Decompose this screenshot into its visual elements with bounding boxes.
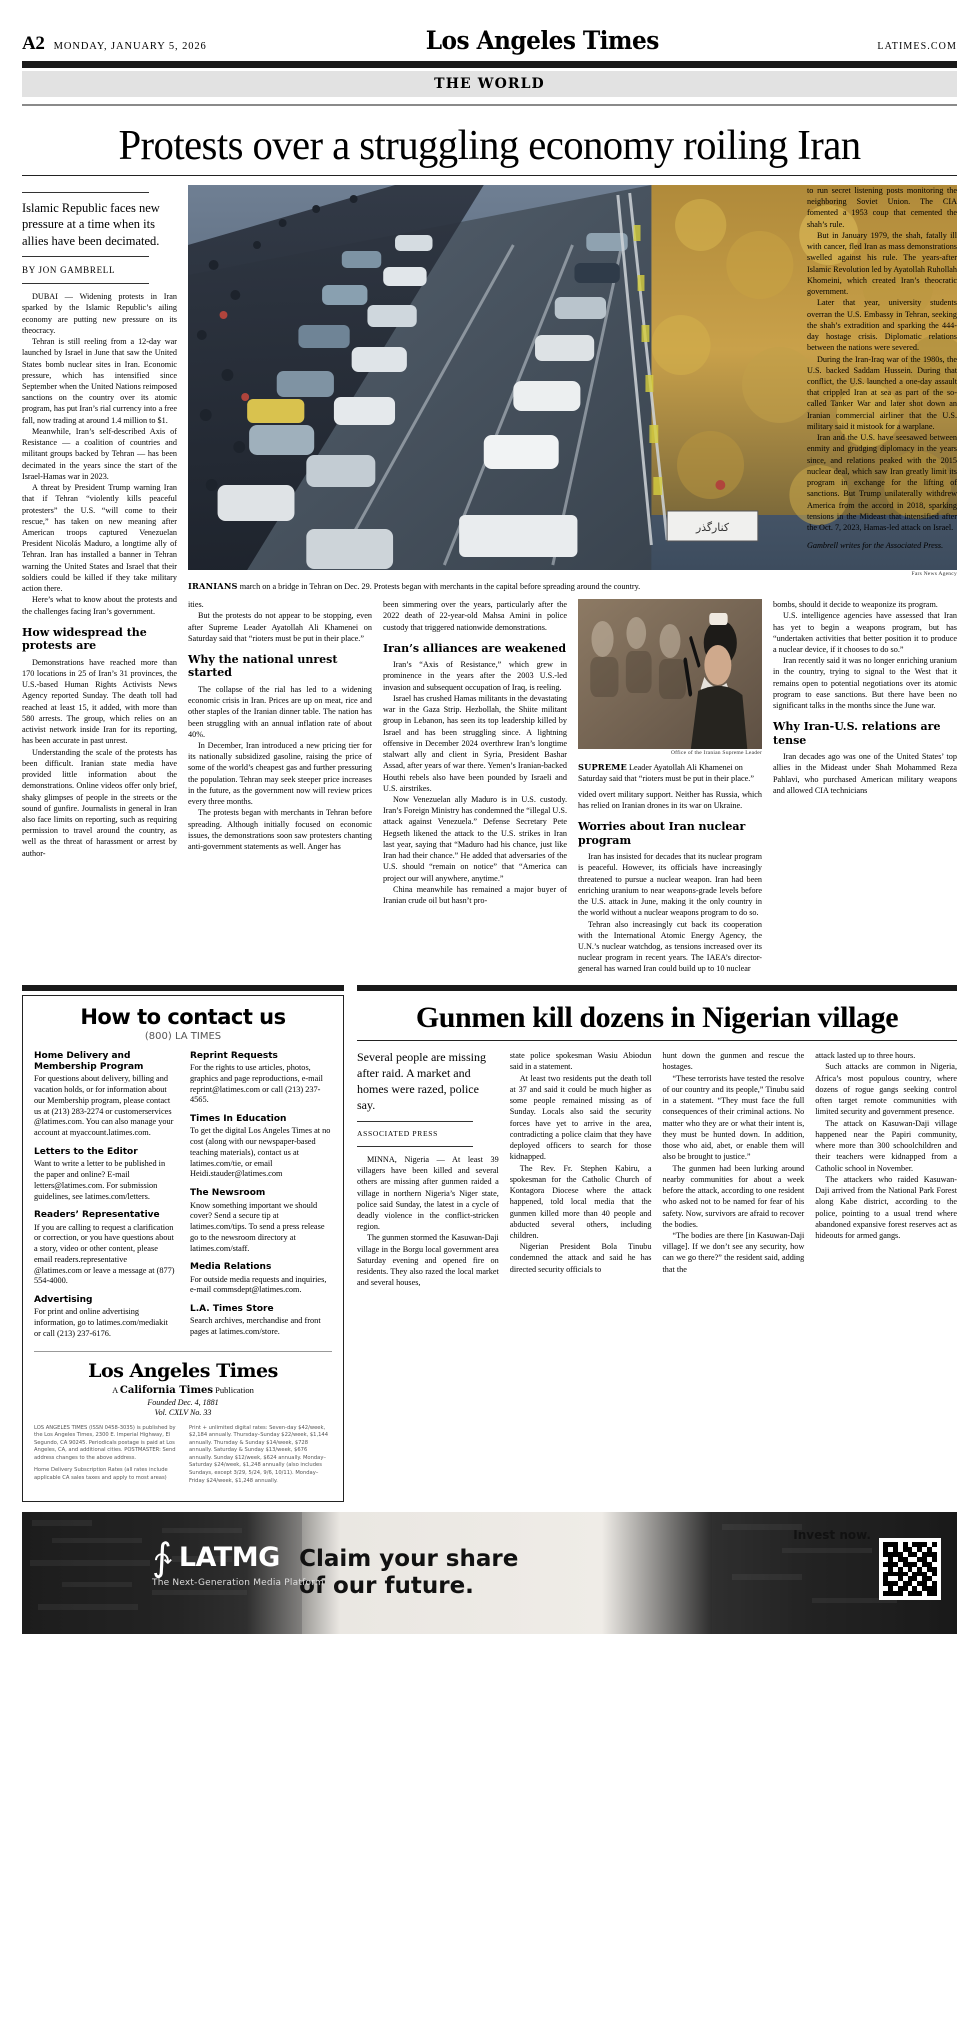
paragraph: vided overt military support. Neither has Russia, which has relied on Iranian drones in its war on Ukraine. xyxy=(578,789,762,811)
svg-text:کنارگذر: کنارگذر xyxy=(695,520,730,535)
lead-column-4 xyxy=(578,599,762,975)
paragraph: During the Iran-Iraq war of the 1980s, the U.S. backed Saddam Hussein. During that conflict, the U.S. launched a one-day assault that crippled Iran at sea as part of the so-called Tanker War and later shot down an Iranian commercial airliner that the U.S. military said it mistook for a warplane. xyxy=(807,354,957,431)
paragraph: In December, Iran introduced a new pricing tier for its nationally subsidized gasoline, raising the price of some of the world’s cheapest gas and further pressuring the population. Tehran may seek steeper price increases in the future, as the government now will review prices every three months. xyxy=(188,741,372,807)
founded-line: Founded Dec. 4, 1881 xyxy=(147,1397,219,1407)
section-title: THE WORLD xyxy=(434,76,545,92)
ad-middle-panel xyxy=(293,1546,686,1599)
photo-caption xyxy=(188,581,957,592)
contact-right-column xyxy=(190,1051,332,1340)
page-folio: A2 xyxy=(22,33,45,54)
caption-lead: IRANIANS xyxy=(188,581,238,592)
contact-text: Know something important we should cover? Send a secure tip at latimes.com/tips. To send a press release go to the newsroom directory at latimes.com/staff. xyxy=(190,1200,325,1253)
second-column-2 xyxy=(510,1050,652,1288)
paragraph: But in January 1979, the shah, fatally ill with cancer, fled Iran as mass demonstrations swelled against his rule. The years-after Islamic Revolution led by Ayatollah Ruhollah Khomeini, which created Iran’s theocratic government. xyxy=(807,230,958,297)
fineprint xyxy=(34,1425,332,1490)
paragraph: hunt down the gunmen and rescue the hostages. xyxy=(662,1051,805,1072)
paragraph: The collapse of the rial has led to a widening economic crisis in Iran. Prices are up on meat, rice and other staples of the Iranian dinner table. The nation has been struggling with an annual inflation rate of about 40%. xyxy=(188,684,372,739)
paragraph: The gunmen stormed the Kasuwan-Daji village in the Borgu local government area Saturday evening and opened fire on residents. They also razed the local market and several houses, xyxy=(357,1233,499,1288)
contact-text: For print and online advertising information, go to latimes.com/mediakit or call (213) 237-6176. xyxy=(34,1307,168,1339)
masthead xyxy=(22,0,957,55)
lower-half xyxy=(22,985,957,1502)
subhead: How widespread the protests are xyxy=(22,625,147,653)
paragraph: Later that year, university students overran the U.S. Embassy in Tehran, seeking the shah’s extradition and sparking the 444-day hostage crisis. Diplomatic relations between the nations were severed. xyxy=(807,298,957,353)
paragraph: Here’s what to know about the protests and the challenges facing Iran’s government. xyxy=(22,595,177,616)
photo2-caption xyxy=(578,762,762,784)
paragraph: The gunmen had been lurking around nearby communities for about a week before the attack, according to one resident who asked not to be named for fear of his safety. Now, survivors are afraid to recover the bodies. xyxy=(662,1163,805,1229)
bottom-advertisement[interactable] xyxy=(22,1512,957,1634)
paragraph: China meanwhile has remained a major buyer of Iranian crude oil but hasn’t pro- xyxy=(383,884,567,906)
contact-text: For outside media requests and inquiries, e-mail commsdept@latimes.com. xyxy=(190,1274,327,1295)
ad-logo-block xyxy=(152,1535,324,1589)
paragraph: Tehran also increasingly cut back its cooperation with the International Atomic Energy Agency, the U.N.’s nuclear watchdog, as tensions increased over its nuclear program in recent years. The IAEA’s director-general has warned Iran could build up to 10 nuclear xyxy=(578,919,762,974)
second-headline: Gunmen kill dozens in Nigerian village xyxy=(415,1000,899,1034)
paragraph: The attack on Kasuwan-Daji village happened near the Papiri community, where more than 300 schoolchildren and their teachers were kidnapped from a Catholic school in November. xyxy=(815,1118,957,1173)
paragraph: Meanwhile, Iran’s self-described Axis of Resistance — a coalition of countries and militant groups backed by Tehran — has been decimated in the years since the start of the Israel-Hamas war in 2023. xyxy=(22,426,177,481)
paragraph: “The bodies are there [in Kasuwan-Daji village]. If we don’t see any security, how can we go there?” the resident said, adding that the xyxy=(662,1230,805,1274)
masthead-rule xyxy=(22,61,957,68)
second-column-3 xyxy=(663,1050,805,1288)
paragraph: Iran’s “Axis of Resistance,” which grew in prominence in the years after the 2003 U.S.-led invasion and subsequent occupation of Iraq, is reeling. xyxy=(383,660,567,692)
ad-logo-row xyxy=(152,1535,324,1580)
deck-rule-mid xyxy=(22,256,149,257)
lead-lower-columns xyxy=(188,599,957,975)
paragraph: Iran has insisted for decades that its nuclear program is peaceful. However, its officials have increasingly threatened to pursue a nuclear weapon. Iran had been enriching uranium to near weapons-grade levels before the U.S. attack in June, making it the only country in the world without a nuclear weapons program to do so. xyxy=(578,852,762,918)
contact-logo: Los Angeles Times xyxy=(88,1359,278,1382)
contact-rule xyxy=(22,985,344,991)
paragraph: The Rev. Fr. Stephen Kabiru, a spokesman for the Catholic Church of Kontagora Diocese where the attack happened, told local media that the gunmen killed more than 40 people and abducted several others, including children. xyxy=(509,1163,652,1240)
second-byline-rule xyxy=(357,1146,473,1147)
paragraph: bombs, should it decide to weaponize its program. xyxy=(773,600,938,610)
deck-rule-bot xyxy=(22,283,149,284)
second-deck-rule xyxy=(357,1121,473,1122)
paragraph: Iran and the U.S. have seesawed between enmity and grudging diplomacy in the years since, and relations peaked with the 2015 nuclear deal, which saw Iran greatly limit its program in exchange for the lifting of sanctions. But Trump unilaterally withdrew America from the accord in 2018, sparking tensions in the Mideast that intensified after the Oct. 7, 2023, Hamas-led attack on Israel. xyxy=(807,433,957,533)
ad-invest-label: Invest now. xyxy=(793,1528,871,1543)
volume-line: Vol. CXLV No. 33 xyxy=(154,1407,212,1417)
khamenei-photo-image xyxy=(578,599,762,749)
contact-text: For questions about delivery, billing and vacation holds, or for information about our Membership program, please contact us at (213) 283-2274 or customerservices @latimes.com. You can also manage your account at myaccount.latimes.com. xyxy=(34,1074,174,1138)
subhead: Worries about Iran nuclear program xyxy=(578,820,746,847)
second-column-4 xyxy=(815,1050,957,1288)
paragraph: Nigerian President Bola Tinubu condemned the attack and said he has directed security officials to xyxy=(509,1242,652,1274)
paragraph: Israel has crushed Hamas militants in the devastating war in the Gaza Strip. Hezbollah, the Shiite militant group in Lebanon, has seen its top leadership killed by Israel and has been struggling since. A lightning offensive in December 2024 overthrew Iran’s longtime stalwart ally and client in Syria, President Bashar Assad, after years of war there. Yemen’s Iranian-backed Houthi rebels also have been pounded by Israeli and U.S. airstrikes. xyxy=(383,693,567,793)
section-rule xyxy=(22,104,957,106)
ad-tagline: The Next-Generation Media Platform xyxy=(152,1578,324,1589)
paragraph: state police spokesman Wasiu Abiodun said in a statement. xyxy=(509,1051,652,1072)
paragraph: MINNA, Nigeria — At least 39 villagers have been killed and several others are missing after gunmen raided a village in northern Nigeria’s Niger state, police said Sunday, the latest in a cycle of deadly violence in the conflict-stricken region. xyxy=(357,1154,499,1232)
paragraph: Iran decades ago was one of the United States’ top allies in the Mideast under Shah Mohammed Reza Pahlavi, who purchased American military weapons and allowed CIA technicians xyxy=(773,752,957,795)
subhead: Iran’s alliances are weakened xyxy=(383,641,567,655)
caption2-lead: SUPREME xyxy=(578,761,627,772)
caption2-text: Leader Ayatollah Ali Khamenei on Saturday said that “rioters must be put in their place.” xyxy=(578,762,754,783)
fineprint-left xyxy=(34,1425,177,1490)
subhead: Why the national unrest started xyxy=(188,653,338,680)
second-byline: ASSOCIATED PRESS xyxy=(357,1128,439,1138)
contact-heading: Readers’ Representative xyxy=(34,1210,160,1221)
contact-text: Want to write a letter to be published in the paper and online? E-mail letters@latimes.com. For submission guidelines, see latimes.com/letters. xyxy=(34,1159,166,1201)
fineprint-text: LOS ANGELES TIMES (ISSN 0458-3035) is published by the Los Angeles Times, 2300 E. Imperial Highway, El Segundo, CA 90245. Periodicals postage is paid at Los Angeles, CA, and additional cities. POSTMASTER: Send address changes to the above address. xyxy=(34,1424,176,1461)
contact-heading: Letters to the Editor xyxy=(34,1146,138,1157)
paragraph: U.S. intelligence agencies have assessed that Iran has yet to begin a weapons program, but has “undertaken activities that better position it to produce a nuclear device, if it chooses to do so.” xyxy=(773,611,957,655)
contact-block xyxy=(22,985,344,1502)
masthead-left xyxy=(22,33,207,55)
paragraph: been simmering over the years, particularly after the 2022 death of 22-year-old Mahsa Amini in police custody that triggered nationwide demonstrations. xyxy=(383,600,567,632)
paragraph: Such attacks are common in Nigeria, Africa’s most populous country, where dozens of rogue gangs seeking control often target remote communities with limited security and government presence. xyxy=(815,1062,957,1117)
khamenei-photo xyxy=(578,599,762,749)
contact-divider xyxy=(34,1351,332,1352)
flame-icon: ∱ xyxy=(152,1535,172,1580)
second-article xyxy=(357,985,957,1502)
lead-column-2 xyxy=(188,599,372,975)
ad-claim-line1: Claim your share xyxy=(299,1546,519,1573)
second-deck: Several people are missing after raid. A market and homes were razed, police say. xyxy=(357,1050,486,1112)
contact-phone: (800) LA TIMES xyxy=(144,1030,222,1042)
publication-brand: California Times xyxy=(119,1384,214,1396)
lead-article xyxy=(22,185,957,975)
paragraph: DUBAI — Widening protests in Iran sparked by the Islamic Republic’s ailing economy are putting new pressure on its theocracy. xyxy=(22,292,177,335)
masthead-logo: Los Angeles Times xyxy=(425,26,659,55)
section-band xyxy=(22,71,957,97)
contact-heading: L.A. Times Store xyxy=(190,1304,274,1315)
paragraph: attack lasted up to three hours. xyxy=(815,1051,916,1061)
paragraph: to run secret listening posts monitoring the neighboring Soviet Union. The CIA fomented a 1953 coup that cemented the shah’s rule. xyxy=(807,186,957,229)
contact-text: For the rights to use articles, photos, graphics and page reproductions, e-mail reprint@latimes.com or call (213) 237-4565. xyxy=(190,1062,323,1105)
paragraph: The attackers who raided Kasuwan-Daji arrived from the National Park Forest along Kabe district, according to the police, pointing to a usual trend where abandoned expansive forest reserves act as hideouts for armed gangs. xyxy=(815,1174,957,1240)
paragraph: A threat by President Trump warning Iran that if Tehran “violently kills peaceful protesters” the U.S. “will come to their rescue,” has taken on new meaning after American troops captured Venezuelan President Nicolás Maduro, a longtime ally of Tehran. Iran has installed a banner in Tehran warning the United States and Israel that their soldiers could be killed if they take military action there. xyxy=(22,483,177,594)
contact-text: Search archives, merchandise and front pages at latimes.com/store. xyxy=(190,1316,321,1337)
second-column-1 xyxy=(357,1050,499,1288)
contact-columns xyxy=(34,1051,332,1340)
paragraph: Now Venezuelan ally Maduro is in U.S. custody. Iran’s Foreign Ministry has condemned the “illegal U.S. attack against Venezuela.” Defense Secretary Pete Hegseth likened the attack to the U.S. strikes in Iran last year, saying that “Maduro had his chance, just like Iran had their chance.” He added that adversaries of the U.S. should “remain on notice” that “America can project our will anywhere, anytime.” xyxy=(383,795,567,883)
masthead-website: LATIMES.COM xyxy=(877,41,957,52)
deck-rule-top xyxy=(22,192,149,193)
second-article-rule xyxy=(357,985,957,991)
paragraph: Demonstrations have reached more than 170 locations in 25 of Iran’s 31 provinces, the U.S.-based Human Rights Activists News Agency reported Sunday. The death toll had reached at least 15, it added, with more than 580 arrests. The group, which relies on an activist network inside Iran for its reporting, has been accurate in past unrest. xyxy=(22,657,177,746)
lead-column-3 xyxy=(383,599,567,975)
ad-logo-text: LATMG xyxy=(178,1542,280,1574)
contact-heading: Media Relations xyxy=(190,1262,272,1273)
paragraph: At least two residents put the death toll at 37 and said it could be much higher as some people remained missing as of Sunday. Locals also said the security forces have yet to arrive in the area, contradicting a police claim that they have deployed officers to search for those kidnapped. xyxy=(509,1073,652,1162)
publication-post: Publication xyxy=(213,1384,254,1395)
paragraph: But the protests do not appear to be stopping, even after Supreme Leader Ayatollah Ali Khamenei on Saturday said that “rioters must be put in their place.” xyxy=(188,611,372,643)
contact-text: To get the digital Los Angeles Times at no cost (along with our newspaper-based teaching materials), contact us at latimes.com/tie, or email Heidi.stauder@latimes.com xyxy=(190,1126,331,1179)
paragraph: Iran recently said it was no longer enriching uranium in the country, trying to signal to the West that it remains open to potential negotiations over its atomic program to ease sanctions. But there have been no significant talks in the months since the June war. xyxy=(773,656,957,711)
photo-credit: Fars News Agency xyxy=(911,571,957,578)
lead-column-6 xyxy=(807,185,957,552)
lead-column-1 xyxy=(22,185,177,975)
ad-claim-line2: of our future. xyxy=(299,1573,474,1600)
contact-heading: Reprint Requests xyxy=(190,1050,278,1061)
photo2-credit: Office of the Iranian Supreme Leader xyxy=(670,750,762,757)
contact-heading: Home Delivery and Membership Program xyxy=(34,1050,144,1072)
second-article-columns xyxy=(357,1050,957,1288)
paragraph: ities. xyxy=(188,600,204,610)
contact-left-column xyxy=(34,1051,176,1340)
subhead: Why Iran-U.S. relations are tense xyxy=(773,720,941,747)
lead-headline: Protests over a struggling economy roiling Iran xyxy=(118,123,861,169)
fineprint-text: Print + unlimited digital rates: Seven-day $42/week, $2,184 annually. Thursday–Sunday $22/week, $1,144 annually. Thursday & Sunday $14/week, $728 annually. Saturday & Sunday $13/week, $676 annually. Sunday $12/week, $624 annually. Monday–Saturday $24/week, $1,248 annually (also includes Sundays, except 3/29, 5/24, 9/6, 10/11). Monday–Friday $24/week, $1,248 annually. xyxy=(189,1424,329,1484)
lead-byline: BY JON GAMBRELL xyxy=(22,264,116,275)
contact-heading: The Newsroom xyxy=(190,1188,266,1199)
contact-text: If you are calling to request a clarification or correction, or you have questions about a story, video or other content, please email readers.representative @latimes.com or leave a message at (877) 554-4000. xyxy=(34,1222,175,1286)
lead-column-5 xyxy=(773,599,957,975)
headline-rule xyxy=(22,175,957,177)
paragraph: “These terrorists have tested the resolve of our country and its people,” Tinubu said in a statement. “They must face the full consequences of their criminal actions. No matter who they are or what their intent is, they must be hunted down. In addition, those who aid, abet, or enable them will also be brought to justice.” xyxy=(662,1073,805,1162)
second-headline-rule xyxy=(357,1040,957,1042)
paragraph: Understanding the scale of the protests has been difficult. Iranian state media have provided little information about the demonstrations. Online videos offer only brief, shaky glimpses of people in the streets or the sound of gunfire. Journalists in general in Iran also face limits on reporting, such as requiring permission to travel around the country, as well as the threat of harassment or arrest by author- xyxy=(22,747,177,858)
publication-line xyxy=(34,1385,332,1396)
qr-code[interactable] xyxy=(879,1538,941,1600)
caption-text: march on a bridge in Tehran on Dec. 29. Protests began with merchants in the capital before spreading around the country. xyxy=(237,582,641,592)
story-tagline: Gambrell writes for the Associated Press. xyxy=(807,541,944,551)
contact-heading: Times In Education xyxy=(190,1114,287,1125)
fineprint-right xyxy=(189,1425,332,1490)
contact-heading: Advertising xyxy=(34,1295,93,1306)
masthead-date: MONDAY, JANUARY 5, 2026 xyxy=(53,41,207,52)
publication-pre: A xyxy=(112,1384,120,1395)
lead-deck: Islamic Republic faces new pressure at a time when its allies have been decimated. xyxy=(22,201,160,248)
paragraph: The protests began with merchants in Tehran before spreading. Although initially focused on economic issues, the demonstrations soon saw protesters chanting anti-government statements as well. Anger has xyxy=(188,808,372,852)
contact-title: How to contact us xyxy=(80,1004,286,1029)
fineprint-text: Home Delivery Subscription Rates (all rates include applicable CA sales taxes and apply to most areas) xyxy=(34,1467,168,1481)
qr-grid xyxy=(883,1542,937,1596)
paragraph: Tehran is still reeling from a 12-day war launched by Israel in June that saw the United States bomb nuclear sites in Iran. Economic pressure, which has intensified since September when the United Nations reimposed sanctions on the country over its atomic program, has put Iran’s rial currency into a free fall, now trading at around 1.4 million to $1. xyxy=(22,337,177,425)
contact-box xyxy=(22,995,344,1502)
